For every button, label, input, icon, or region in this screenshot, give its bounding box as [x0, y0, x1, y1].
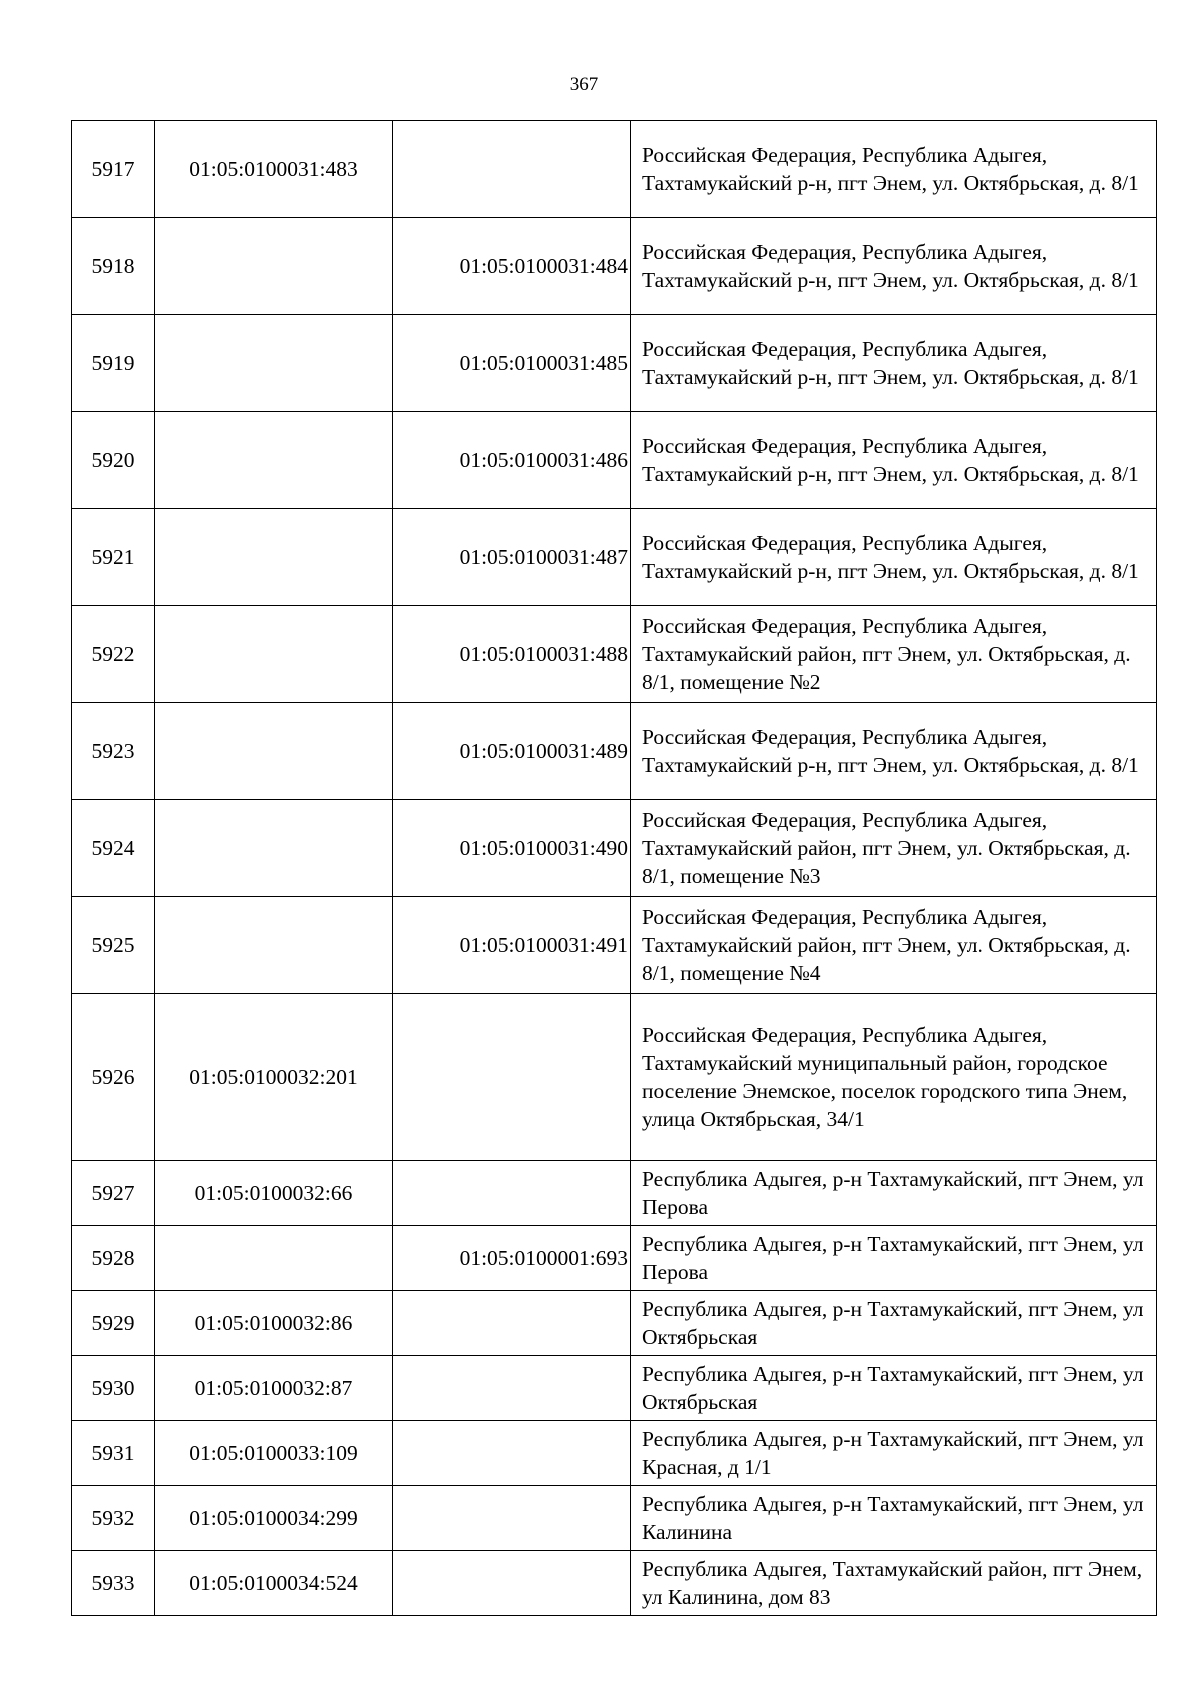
object-cadastral-number: 01:05:0100001:693	[393, 1226, 631, 1291]
table-row	[72, 1551, 1157, 1616]
address: Республика Адыгея, р-н Тахтамукайский, пгт Энем, ул Октябрьская	[631, 1291, 1157, 1356]
table-row	[72, 703, 1157, 800]
row-number: 5924	[72, 800, 155, 897]
table-row	[72, 121, 1157, 218]
land-cadastral-number	[155, 703, 393, 800]
object-cadastral-number	[393, 994, 631, 1161]
object-cadastral-number: 01:05:0100031:484	[393, 218, 631, 315]
object-cadastral-number	[393, 1291, 631, 1356]
table-row	[72, 1356, 1157, 1421]
table-row	[72, 412, 1157, 509]
land-cadastral-number	[155, 1226, 393, 1291]
row-number: 5922	[72, 606, 155, 703]
address: Республика Адыгея, р-н Тахтамукайский, пгт Энем, ул Перова	[631, 1161, 1157, 1226]
table-row	[72, 994, 1157, 1161]
row-number: 5926	[72, 994, 155, 1161]
table-row	[72, 1486, 1157, 1551]
land-cadastral-number: 01:05:0100032:66	[155, 1161, 393, 1226]
object-cadastral-number	[393, 121, 631, 218]
object-cadastral-number	[393, 1486, 631, 1551]
land-cadastral-number: 01:05:0100031:483	[155, 121, 393, 218]
address: Российская Федерация, Республика Адыгея, Тахтамукайский р-н, пгт Энем, ул. Октябрьская, д. 8/1	[631, 412, 1157, 509]
land-cadastral-number	[155, 606, 393, 703]
land-cadastral-number: 01:05:0100034:299	[155, 1486, 393, 1551]
object-cadastral-number: 01:05:0100031:490	[393, 800, 631, 897]
row-number: 5918	[72, 218, 155, 315]
land-cadastral-number	[155, 800, 393, 897]
table-row	[72, 509, 1157, 606]
table-row	[72, 1226, 1157, 1291]
object-cadastral-number	[393, 1161, 631, 1226]
land-cadastral-number: 01:05:0100032:87	[155, 1356, 393, 1421]
address: Российская Федерация, Республика Адыгея, Тахтамукайский р-н, пгт Энем, ул. Октябрьская, д. 8/1	[631, 315, 1157, 412]
address: Российская Федерация, Республика Адыгея, Тахтамукайский р-н, пгт Энем, ул. Октябрьская, д. 8/1	[631, 703, 1157, 800]
address: Республика Адыгея, р-н Тахтамукайский, пгт Энем, ул Перова	[631, 1226, 1157, 1291]
row-number: 5933	[72, 1551, 155, 1616]
table-row	[72, 1421, 1157, 1486]
table-row	[72, 800, 1157, 897]
address: Российская Федерация, Республика Адыгея, Тахтамукайский муниципальный район, городское поселение Энемское, поселок городского типа Энем, улица Октябрьская, 34/1	[631, 994, 1157, 1161]
row-number: 5920	[72, 412, 155, 509]
address: Российская Федерация, Республика Адыгея, Тахтамукайский р-н, пгт Энем, ул. Октябрьская, д. 8/1	[631, 509, 1157, 606]
row-number: 5931	[72, 1421, 155, 1486]
address: Республика Адыгея, р-н Тахтамукайский, пгт Энем, ул Калинина	[631, 1486, 1157, 1551]
object-cadastral-number	[393, 1551, 631, 1616]
land-cadastral-number	[155, 412, 393, 509]
address: Российская Федерация, Республика Адыгея, Тахтамукайский район, пгт Энем, ул. Октябрьская, д. 8/1, помещение №4	[631, 897, 1157, 994]
table-row	[72, 218, 1157, 315]
land-cadastral-number: 01:05:0100032:201	[155, 994, 393, 1161]
object-cadastral-number: 01:05:0100031:491	[393, 897, 631, 994]
land-cadastral-number	[155, 509, 393, 606]
page-number: 367	[569, 74, 599, 95]
table-row	[72, 315, 1157, 412]
row-number: 5927	[72, 1161, 155, 1226]
object-cadastral-number: 01:05:0100031:489	[393, 703, 631, 800]
address: Республика Адыгея, р-н Тахтамукайский, пгт Энем, ул Октябрьская	[631, 1356, 1157, 1421]
address: Российская Федерация, Республика Адыгея, Тахтамукайский р-н, пгт Энем, ул. Октябрьская, д. 8/1	[631, 218, 1157, 315]
row-number: 5923	[72, 703, 155, 800]
row-number: 5921	[72, 509, 155, 606]
object-cadastral-number	[393, 1421, 631, 1486]
row-number: 5925	[72, 897, 155, 994]
land-cadastral-number	[155, 218, 393, 315]
table-row	[72, 1161, 1157, 1226]
row-number: 5928	[72, 1226, 155, 1291]
row-number: 5932	[72, 1486, 155, 1551]
land-cadastral-number: 01:05:0100034:524	[155, 1551, 393, 1616]
table-row	[72, 1291, 1157, 1356]
row-number: 5930	[72, 1356, 155, 1421]
row-number: 5919	[72, 315, 155, 412]
object-cadastral-number: 01:05:0100031:486	[393, 412, 631, 509]
table-row	[72, 606, 1157, 703]
address: Российская Федерация, Республика Адыгея, Тахтамукайский р-н, пгт Энем, ул. Октябрьская, д. 8/1	[631, 121, 1157, 218]
address: Российская Федерация, Республика Адыгея, Тахтамукайский район, пгт Энем, ул. Октябрьская, д. 8/1, помещение №3	[631, 800, 1157, 897]
address: Республика Адыгея, Тахтамукайский район, пгт Энем, ул Калинина, дом 83	[631, 1551, 1157, 1616]
address: Республика Адыгея, р-н Тахтамукайский, пгт Энем, ул Красная, д 1/1	[631, 1421, 1157, 1486]
land-cadastral-number: 01:05:0100032:86	[155, 1291, 393, 1356]
row-number: 5929	[72, 1291, 155, 1356]
registry-table	[71, 120, 1157, 1616]
table-row	[72, 897, 1157, 994]
object-cadastral-number	[393, 1356, 631, 1421]
object-cadastral-number: 01:05:0100031:487	[393, 509, 631, 606]
land-cadastral-number	[155, 315, 393, 412]
object-cadastral-number: 01:05:0100031:485	[393, 315, 631, 412]
address: Российская Федерация, Республика Адыгея, Тахтамукайский район, пгт Энем, ул. Октябрьская, д. 8/1, помещение №2	[631, 606, 1157, 703]
object-cadastral-number: 01:05:0100031:488	[393, 606, 631, 703]
land-cadastral-number: 01:05:0100033:109	[155, 1421, 393, 1486]
row-number: 5917	[72, 121, 155, 218]
land-cadastral-number	[155, 897, 393, 994]
